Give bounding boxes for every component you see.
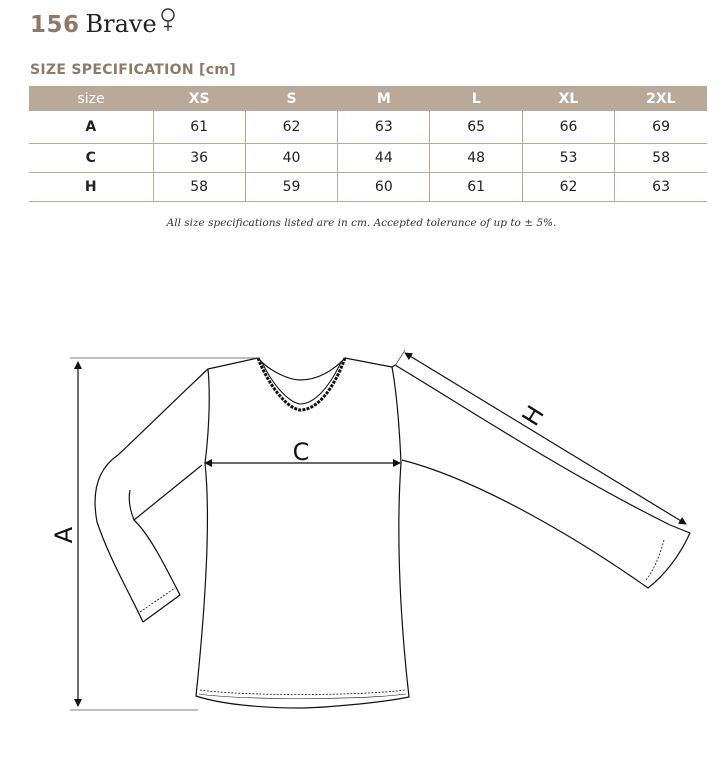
neckline-trim (258, 358, 345, 410)
label-h: H (516, 400, 550, 431)
table-cell: 48 (430, 144, 522, 173)
tolerance-note: All size specifications listed are in cm. Accepted tolerance of up to ± 5%. (166, 217, 557, 229)
table-cell: 44 (338, 144, 430, 173)
column-header: XS (153, 86, 245, 111)
measure-line-h (395, 350, 686, 524)
table-cell: 62 (245, 111, 337, 144)
column-header: size (29, 86, 153, 111)
column-header: XL (522, 86, 614, 111)
label-a: A (50, 526, 78, 544)
column-header: S (245, 86, 337, 111)
table-cell: 61 (153, 111, 245, 144)
table-cell: 61 (430, 173, 522, 202)
table-cell: 65 (430, 111, 522, 144)
row-label: H (29, 173, 153, 202)
table-cell: 66 (522, 111, 614, 144)
table-cell: 60 (338, 173, 430, 202)
column-header: M (338, 86, 430, 111)
table-cell: 53 (522, 144, 614, 173)
table-cell: 59 (245, 173, 337, 202)
table-cell: 63 (615, 173, 707, 202)
table-cell: 40 (245, 144, 337, 173)
column-header: L (430, 86, 522, 111)
column-header: 2XL (615, 86, 707, 111)
label-c: C (292, 438, 310, 466)
table-cell: 36 (153, 144, 245, 173)
shirt-outline (95, 358, 690, 708)
product-name: Brave (85, 10, 157, 38)
table-cell: 69 (615, 111, 707, 144)
table-cell: 58 (153, 173, 245, 202)
row-label: A (29, 111, 153, 144)
product-code: 156 (30, 12, 80, 38)
table-cell: 63 (338, 111, 430, 144)
table-cell: 62 (522, 173, 614, 202)
table-cell: 58 (615, 144, 707, 173)
spec-title: SIZE SPECIFICATION [cm] (30, 62, 236, 78)
row-label: C (29, 144, 153, 173)
